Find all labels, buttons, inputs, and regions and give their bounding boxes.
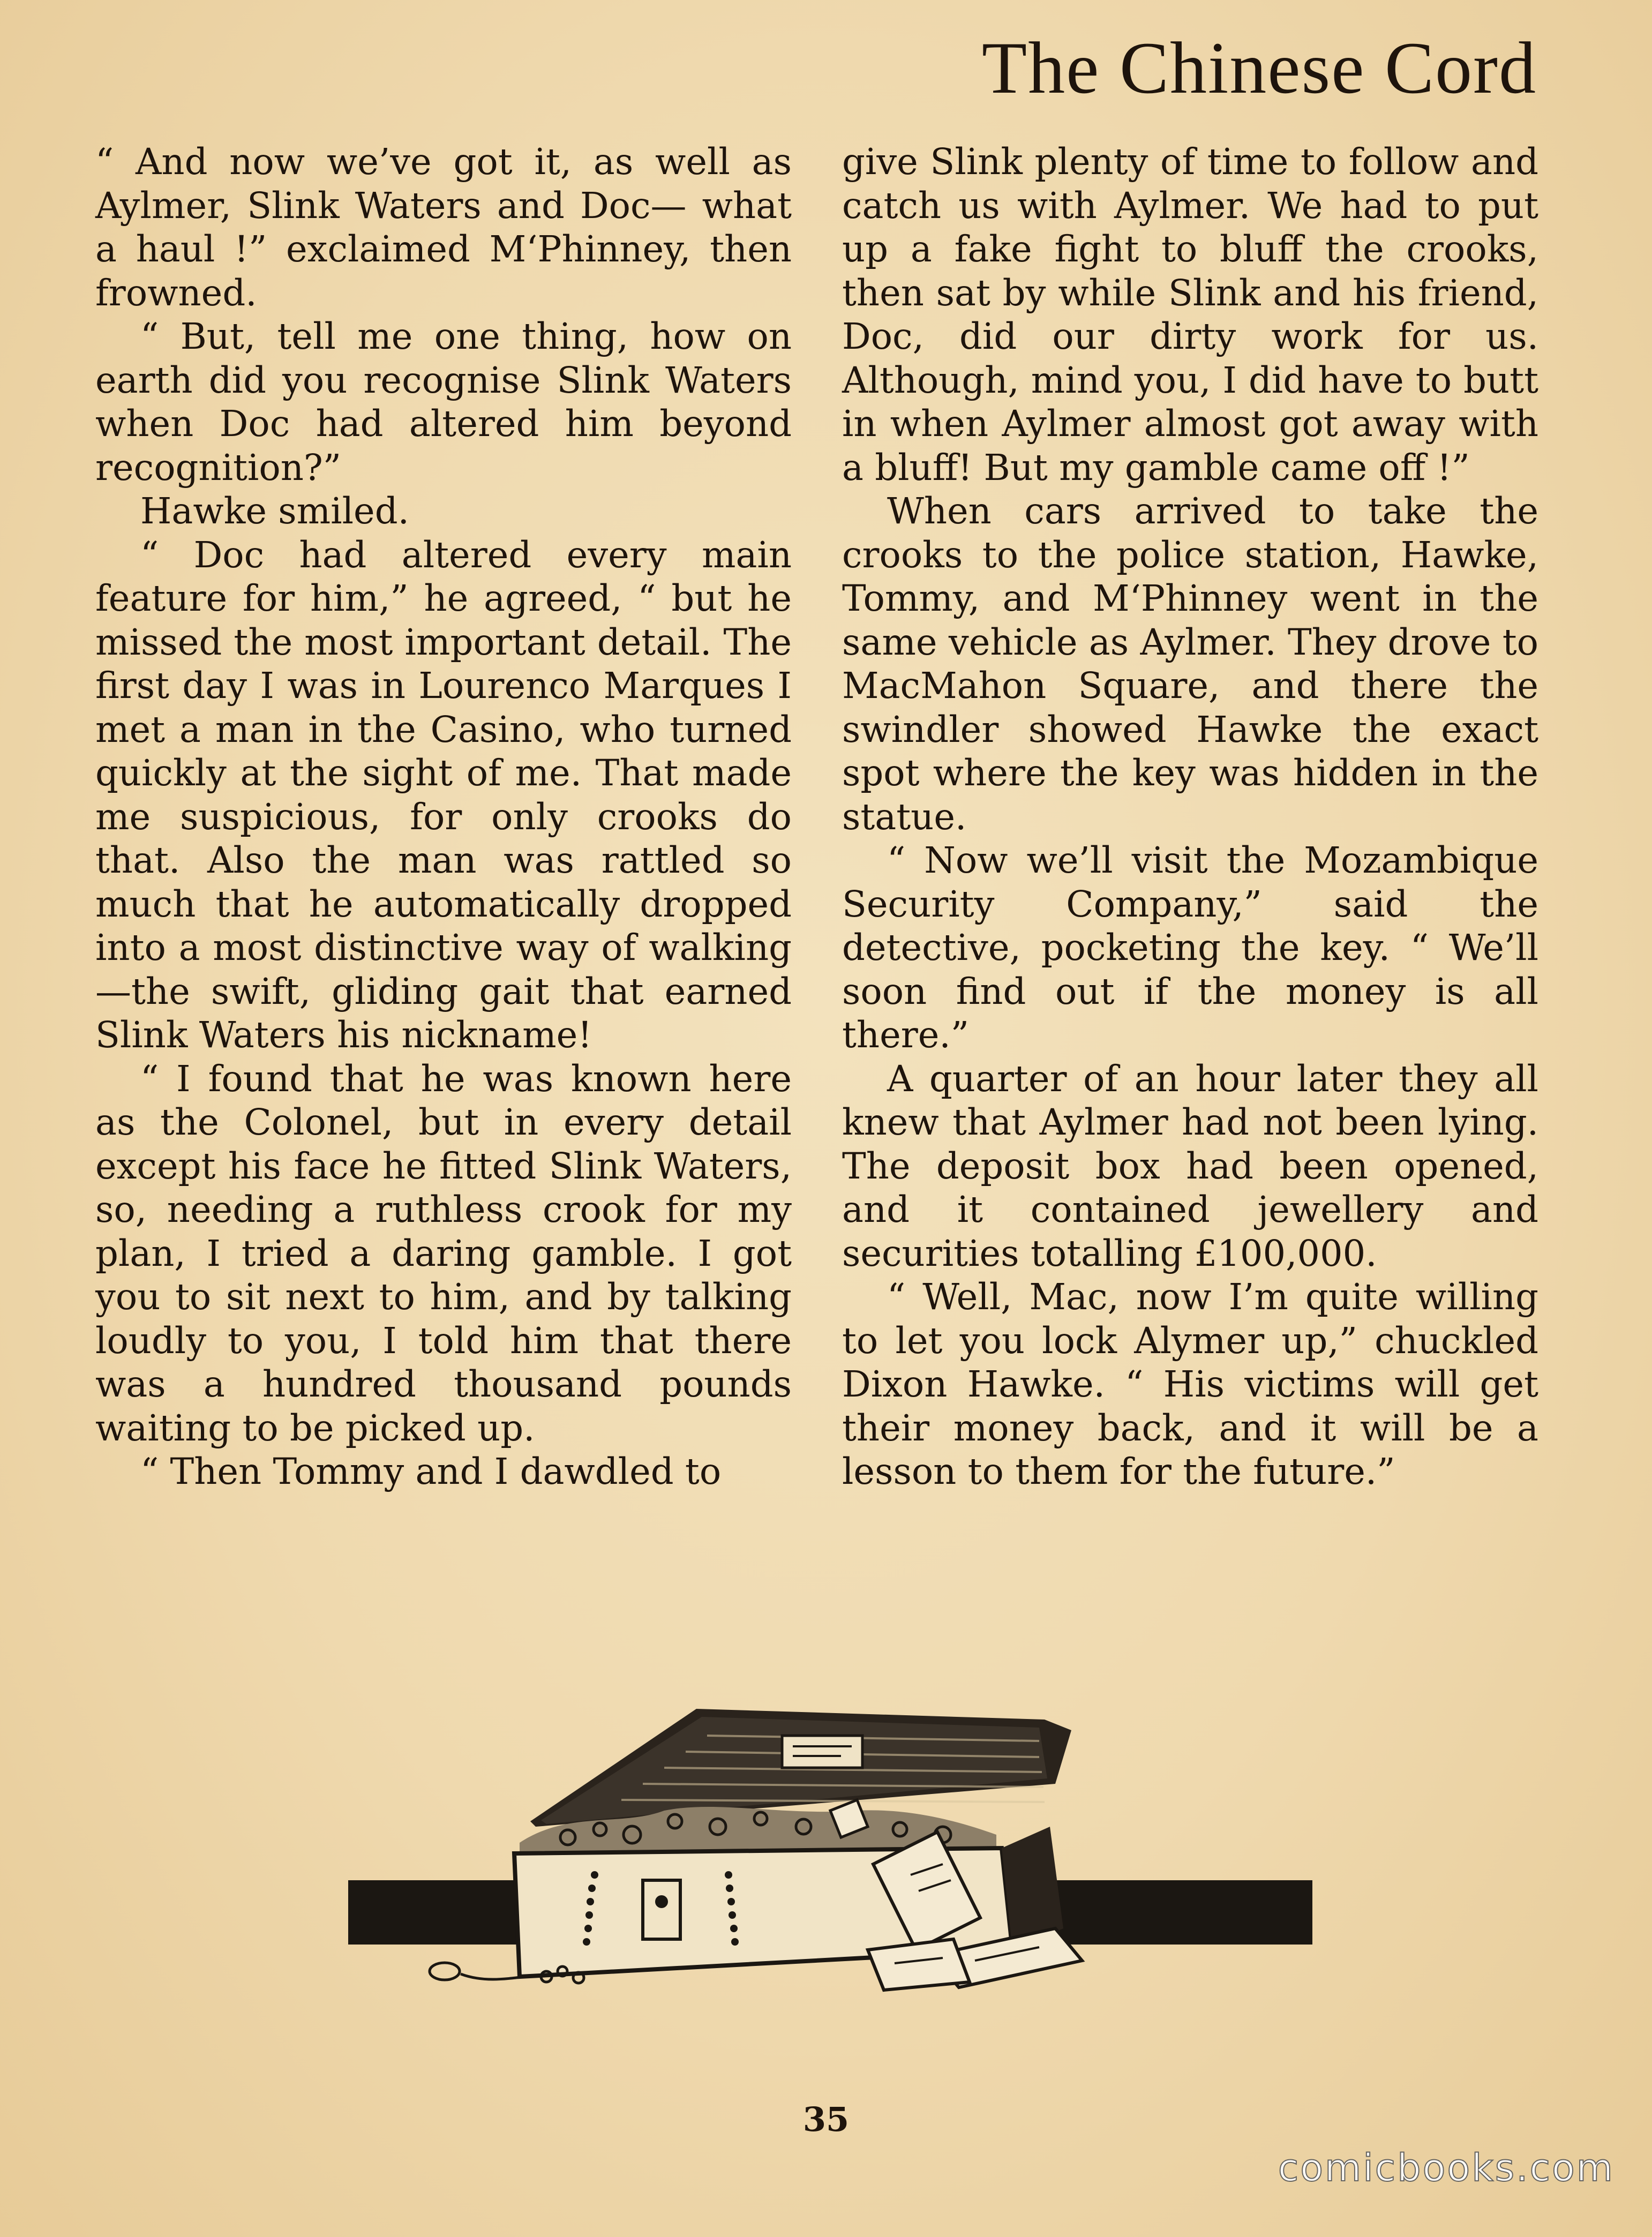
paragraph: “ Well, Mac, now I’m quite willing to let you lock Alymer up,” chuckled Dixon Hawke. “ His victims will get their money back, and it will be a lesson to them for the future.” bbox=[842, 1276, 1538, 1492]
paragraph: “ And now we’ve got it, as well as Aylmer, Slink Waters and Doc— what a haul !” exclaimed M‘Phinney, then frowned. bbox=[95, 141, 792, 314]
paragraph: “ Then Tommy and I dawdled to bbox=[140, 1451, 722, 1492]
paragraph: When cars arrived to take the crooks to the police station, Hawke, Tommy, and M‘Phinney went in the same vehicle as Aylmer. They drove to MacMahon Square, and there the swindler showed Hawke the exact spot where the key was hidden in the statue. bbox=[842, 490, 1538, 838]
paragraph: “ Doc had altered every main feature for him,” he agreed, “ but he missed the most important detail. The first day I was in Lourenco Marques I met a man in the Casino, who turned quickly at the sight of me. That made me suspicious, for only crooks do that. Also the man was rattled so much that he automatically dropped into a most distinctive way of walking—the swift, gliding gait that earned Slink Waters his nickname! bbox=[95, 534, 792, 1056]
paragraph: “ I found that he was known here as the Colonel, but in every detail except his face he fitted Slink Waters, so, needing a ruthless crook for my plan, I tried a daring gamble. I got you to sit next to him, and by talking loudly to you, I told him that there was a hundred thousand pounds waiting to be picked up. bbox=[95, 1057, 792, 1449]
paragraph: A quarter of an hour later they all knew that Aylmer had not been lying. The deposit box had been opened, and it contained jewellery and securities totalling £100,000. bbox=[842, 1057, 1538, 1274]
paragraph: Hawke smiled. bbox=[140, 490, 409, 532]
paragraph: “ But, tell me one thing, how on earth did you recognise Slink Waters when Doc had altered him beyond recognition?” bbox=[95, 316, 792, 489]
right-column bbox=[842, 140, 1538, 1494]
treasure-chest-icon bbox=[343, 1650, 1318, 1993]
page-number: 35 bbox=[802, 2100, 850, 2139]
watermark: comicbooks.com bbox=[1278, 2146, 1615, 2190]
page-title: The Chinese Cord bbox=[981, 27, 1537, 109]
paragraph: give Slink plenty of time to follow and catch us with Aylmer. We had to put up a fake fight to bluff the crooks, then sat by while Slink and his friend, Doc, did our dirty work for us. Although, mind you, I did have to butt in when Aylmer almost got away with a bluff! But my gamble came off !” bbox=[842, 141, 1538, 489]
paragraph: “ Now we’ll visit the Mozambique Security Company,” said the detective, pocketing the key. “ We’ll soon find out if the money is all there.” bbox=[842, 839, 1538, 1056]
left-column bbox=[95, 140, 792, 1494]
